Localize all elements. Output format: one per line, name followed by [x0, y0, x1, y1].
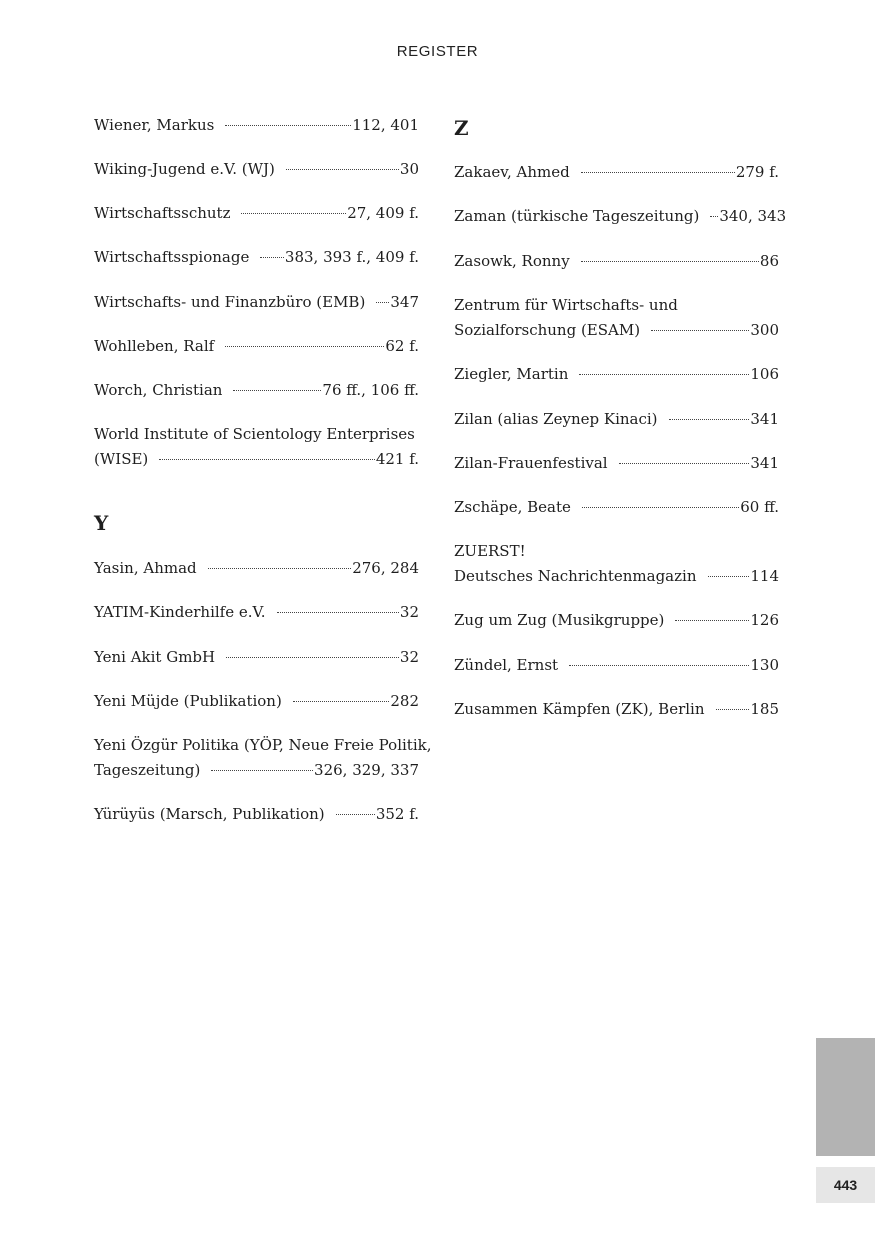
index-term: Zaman (türkische Tageszeitung): [454, 207, 700, 225]
index-term: Zilan-Frauenfestival: [454, 454, 608, 472]
index-entry: [94, 600, 419, 625]
dot-leader: [708, 576, 750, 577]
index-entry: [454, 539, 779, 589]
index-pages: 340, 343: [719, 207, 787, 225]
thumb-index-tab: [816, 1038, 875, 1156]
index-pages: 32: [399, 648, 419, 666]
dot-leader: [277, 612, 399, 613]
page-number: 443: [816, 1167, 875, 1203]
dot-leader: [581, 261, 759, 262]
index-pages: 106: [750, 365, 779, 383]
index-term: Deutsches Nachrichtenmagazin: [454, 567, 697, 585]
index-term: Yürüyüs (Marsch, Publikation): [94, 805, 325, 823]
page-header: REGISTER: [396, 43, 479, 60]
index-term-line1: Yeni Özgür Politika (YÖP, Neue Freie Politik,: [94, 736, 432, 754]
index-pages: 62 f.: [385, 337, 419, 355]
dot-leader: [211, 770, 313, 771]
index-pages: 352 f.: [375, 805, 419, 823]
index-entry: [94, 645, 419, 670]
index-term-line1: Zentrum für Wirtschafts- und: [454, 296, 678, 314]
dot-leader: [582, 507, 739, 508]
index-term: Worch, Christian: [94, 381, 223, 399]
dot-leader: [159, 459, 375, 460]
index-entry: [94, 556, 419, 581]
index-pages: 341: [750, 410, 779, 428]
index-pages: 30: [399, 160, 419, 178]
index-entry: [454, 204, 787, 229]
section-letter-z: Z: [454, 116, 469, 140]
index-term: Zschäpe, Beate: [454, 498, 571, 516]
dot-leader: [293, 701, 390, 702]
index-pages: 279 f.: [735, 163, 779, 181]
dot-leader: [710, 216, 718, 217]
index-pages: 341: [750, 454, 779, 472]
dot-leader: [581, 172, 735, 173]
index-pages: 112, 401: [352, 116, 419, 134]
index-pages: 86: [759, 252, 779, 270]
index-term: Wirtschaftsspionage: [94, 248, 250, 266]
index-pages: 130: [750, 656, 779, 674]
dot-leader: [226, 657, 399, 658]
dot-leader: [579, 374, 749, 375]
index-entry: [94, 201, 419, 226]
index-entry: [454, 293, 779, 343]
index-term: Yeni Müjde (Publikation): [94, 692, 282, 710]
index-entry: [454, 608, 779, 633]
index-term: Zilan (alias Zeynep Kinaci): [454, 410, 658, 428]
index-entry: [94, 378, 419, 403]
index-pages: 326, 329, 337: [314, 761, 419, 779]
index-term-line1: World Institute of Scientology Enterprises: [94, 425, 415, 443]
dot-leader: [669, 419, 750, 420]
index-term: Zündel, Ernst: [454, 656, 559, 674]
index-entry: [94, 689, 419, 714]
index-term: Ziegler, Martin: [454, 365, 569, 383]
index-pages: 383, 393 f., 409 f.: [284, 248, 419, 266]
dot-leader: [241, 213, 346, 214]
index-term: Wiking-Jugend e.V. (WJ): [94, 160, 275, 178]
index-entry: [454, 249, 779, 274]
dot-leader: [336, 814, 375, 815]
index-pages: 76 ff., 106 ff.: [322, 381, 419, 399]
dot-leader: [569, 665, 749, 666]
index-entry: [94, 334, 419, 359]
index-term-line1: ZUERST!: [454, 542, 526, 560]
index-pages: 60 ff.: [740, 498, 779, 516]
dot-leader: [651, 330, 749, 331]
dot-leader: [233, 390, 321, 391]
index-pages: 185: [750, 700, 779, 718]
dot-leader: [619, 463, 750, 464]
index-pages: 32: [399, 603, 419, 621]
index-entry: [454, 653, 779, 678]
index-pages: 421 f.: [375, 450, 419, 468]
dot-leader: [716, 709, 750, 710]
index-entry: [94, 290, 419, 315]
index-pages: 276, 284: [352, 559, 419, 577]
index-entry: [94, 422, 419, 472]
index-entry: [454, 160, 779, 185]
index-entry: [94, 802, 419, 827]
index-entry: [94, 113, 419, 138]
index-term: (WISE): [94, 450, 149, 468]
index-pages: 282: [390, 692, 419, 710]
index-entry: [94, 245, 419, 270]
index-entry: [454, 495, 779, 520]
dot-leader: [225, 346, 384, 347]
index-entry: [454, 362, 779, 387]
index-term: Zusammen Kämpfen (ZK), Berlin: [454, 700, 705, 718]
dot-leader: [286, 169, 399, 170]
index-term: Yeni Akit GmbH: [94, 648, 216, 666]
index-term: Wirtschaftsschutz: [94, 204, 231, 222]
index-entry: [94, 157, 419, 182]
index-term: Wiener, Markus: [94, 116, 215, 134]
index-entry: [454, 697, 779, 722]
index-term: Yasin, Ahmad: [94, 559, 197, 577]
index-term: YATIM-Kinderhilfe e.V.: [94, 603, 266, 621]
index-pages: 300: [750, 321, 779, 339]
index-term: Zasowk, Ronny: [454, 252, 570, 270]
index-term: Wirtschafts- und Finanzbüro (EMB): [94, 293, 366, 311]
index-term: Wohlleben, Ralf: [94, 337, 215, 355]
index-pages: 27, 409 f.: [347, 204, 419, 222]
index-entry: [454, 407, 779, 432]
index-term: Tageszeitung): [94, 761, 201, 779]
index-pages: 114: [750, 567, 779, 585]
index-term: Sozialforschung (ESAM): [454, 321, 641, 339]
index-entry: [94, 733, 432, 783]
dot-leader: [675, 620, 749, 621]
dot-leader: [260, 257, 284, 258]
dot-leader: [208, 568, 352, 569]
dot-leader: [225, 125, 351, 126]
index-term: Zakaev, Ahmed: [454, 163, 570, 181]
index-pages: 347: [390, 293, 419, 311]
index-entry: [454, 451, 779, 476]
dot-leader: [376, 302, 389, 303]
section-letter-y: Y: [94, 511, 109, 535]
index-term: Zug um Zug (Musikgruppe): [454, 611, 665, 629]
index-pages: 126: [750, 611, 779, 629]
